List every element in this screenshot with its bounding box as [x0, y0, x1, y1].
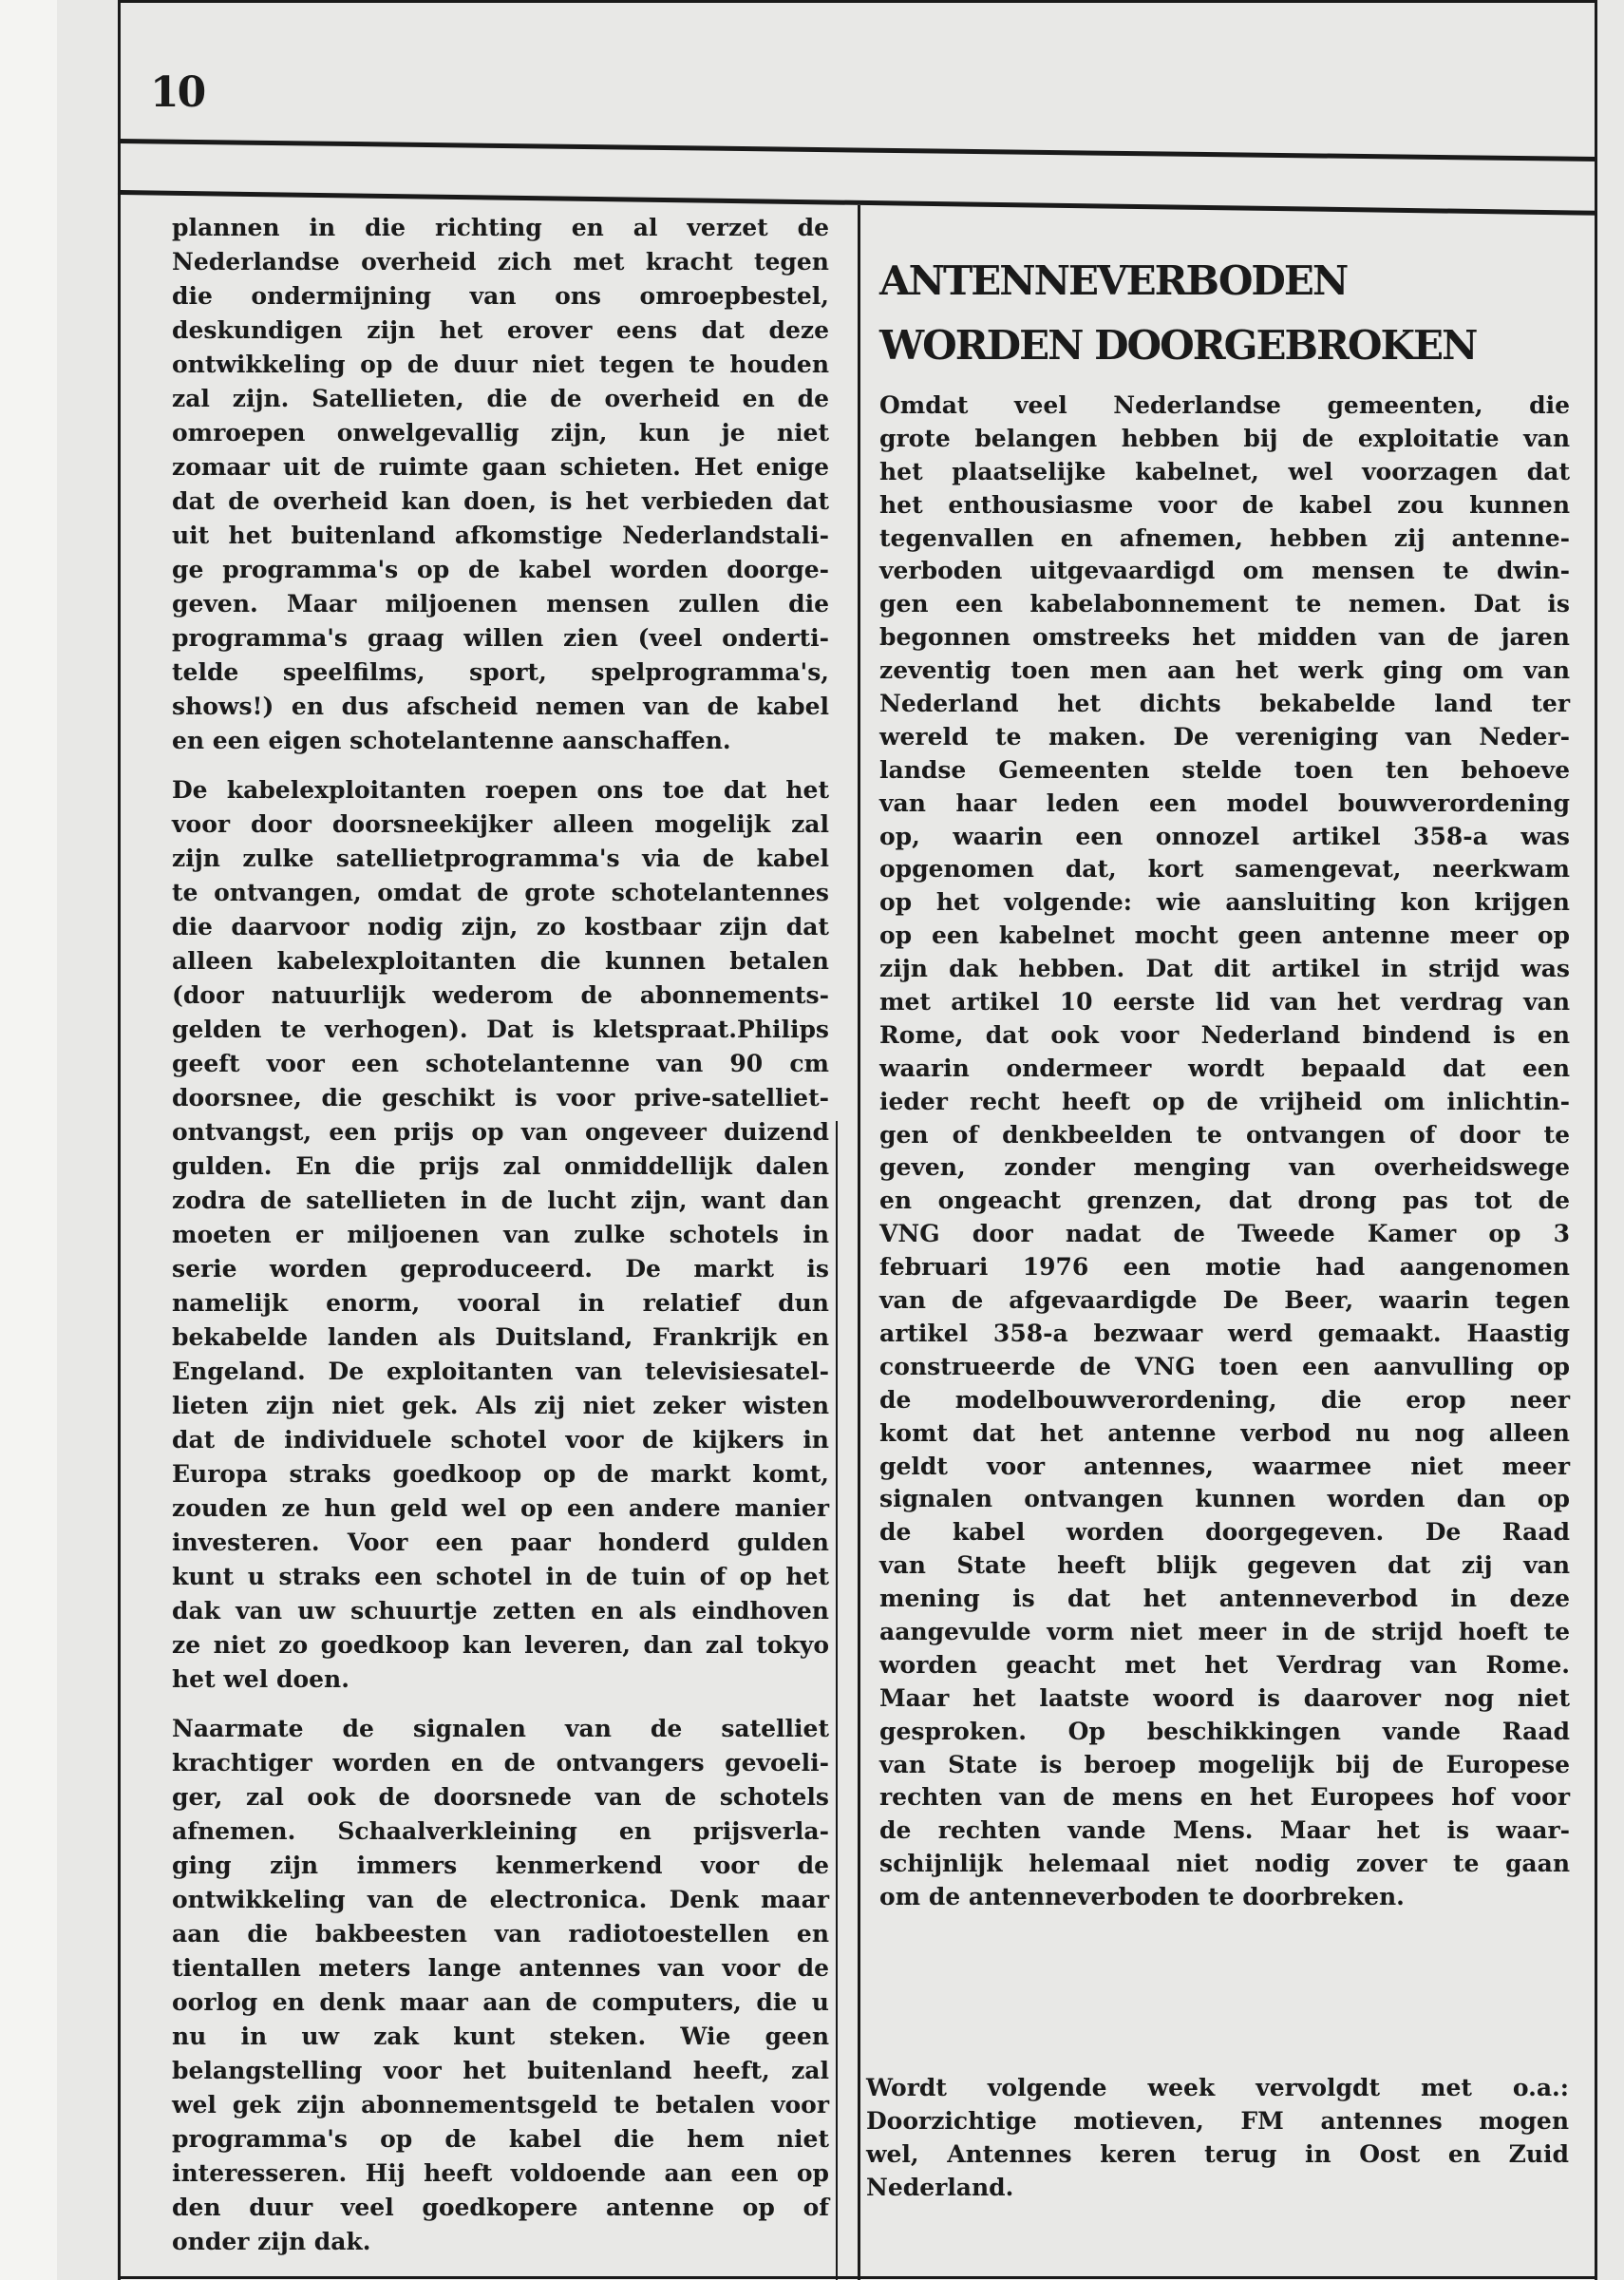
text-line: worden geacht met het Verdrag van Rome.: [879, 1650, 1570, 1679]
text-line: op het volgende: wie aansluiting kon krijgen: [879, 888, 1570, 917]
text-line: Rome, dat ook voor Nederland bindend is en: [879, 1020, 1570, 1049]
text-line: en ongeacht grenzen, dat drong pas tot de: [879, 1187, 1570, 1215]
text-line: gulden. En die prijs zal onmiddellijk dalen: [172, 1152, 829, 1180]
text-line: geldt voor antennes, waarmee niet meer: [879, 1452, 1570, 1480]
text-line: plannen in die richting en al verzet de: [172, 214, 829, 241]
text-line: februari 1976 een motie had aangenomen: [879, 1253, 1570, 1282]
text-line: artikel 358-a bezwaar werd gemaakt. Haastig: [879, 1319, 1570, 1347]
text-line: ge programma's op de kabel worden doorge-: [172, 556, 829, 583]
text-line: zijn dak hebben. Dat dit artikel in strijd was: [879, 955, 1570, 983]
text-line: Maar het laatste woord is daarover nog niet: [879, 1683, 1570, 1712]
text-line: het enthousiasme voor de kabel zou kunnen: [879, 490, 1570, 519]
text-line: landse Gemeenten stelde toen ten behoeve: [879, 755, 1570, 784]
paragraph: [172, 1712, 829, 2259]
text-line: signalen ontvangen kunnen worden dan op: [879, 1485, 1570, 1513]
text-line: die ondermijning van ons omroepbestel,: [172, 282, 829, 310]
text-line: zijn zulke satellietprogramma's via de kabel: [172, 845, 829, 872]
left-column: [172, 211, 829, 2274]
text-line: en een eigen schotelantenne aanschaffen.: [172, 727, 731, 754]
text-line: wel gek zijn abonnementsgeld te betalen voor: [172, 2091, 829, 2118]
text-line: verboden uitgevaardigd om mensen te dwin-: [879, 557, 1570, 585]
text-line: die daarvoor nodig zijn, zo kostbaar zijn dat: [172, 913, 829, 940]
text-line: Naarmate de signalen van de satelliet: [172, 1715, 829, 1742]
text-line: zodra de satellieten in de lucht zijn, want dan: [172, 1187, 829, 1214]
text-line: krachtiger worden en de ontvangers gevoeli-: [172, 1749, 829, 1776]
text-line: aan die bakbeesten van radiotoestellen en: [172, 1920, 829, 1948]
text-line: begonnen omstreeks het midden van de jaren: [879, 623, 1570, 652]
text-line: VNG door nadat de Tweede Kamer op 3: [879, 1220, 1570, 1248]
text-line: komt dat het antenne verbod nu nog alleen: [879, 1418, 1570, 1447]
text-line: te ontvangen, omdat de grote schotelantennes: [172, 879, 829, 906]
frame-left-border: [118, 0, 121, 2280]
text-line: met artikel 10 eerste lid van het verdrag van: [879, 988, 1570, 1016]
text-line: ging zijn immers kenmerkend voor de: [172, 1852, 829, 1879]
text-line: op, waarin een onnozel artikel 358-a was: [879, 822, 1570, 850]
paragraph: [879, 390, 1570, 1914]
text-line: de modelbouwverordening, die erop neer: [879, 1385, 1570, 1414]
text-line: zal zijn. Satellieten, die de overheid en de: [172, 385, 829, 412]
text-line: tegenvallen en afnemen, hebben zij antenne-: [879, 523, 1570, 552]
text-line: Engeland. De exploitanten van televisiesatel-: [172, 1358, 829, 1385]
text-line: alleen kabelexploitanten die kunnen betalen: [172, 947, 829, 975]
text-line: Nederlandse overheid zich met kracht tegen: [172, 248, 829, 276]
text-line: Europa straks goedkoop op de markt komt,: [172, 1460, 829, 1488]
text-line: de kabel worden doorgegeven. De Raad: [879, 1518, 1570, 1547]
text-line: Nederland.: [866, 2174, 1014, 2201]
continuation-note: [866, 2071, 1569, 2204]
text-line: het plaatselijke kabelnet, wel voorzagen dat: [879, 457, 1570, 485]
text-line: doorsnee, die geschikt is voor prive-satelliet-: [172, 1084, 829, 1112]
article-column: [879, 249, 1570, 1914]
text-line: (door natuurlijk wederom de abonnements-: [172, 981, 829, 1009]
text-line: Omdat veel Nederlandse gemeenten, die: [879, 391, 1570, 419]
text-line: construeerde de VNG toen een aanvulling op: [879, 1352, 1570, 1380]
text-line: telde speelfilms, sport, spelprogramma's,: [172, 658, 829, 686]
text-line: tientallen meters lange antennes van voor de: [172, 1954, 829, 1982]
text-line: van de afgevaardigde De Beer, waarin tegen: [879, 1286, 1570, 1315]
text-line: rechten van de mens en het Europees hof voor: [879, 1783, 1570, 1812]
text-line: zeventig toen men aan het werk ging om van: [879, 656, 1570, 685]
text-line: waarin ondermeer wordt bepaald dat een: [879, 1054, 1570, 1082]
text-line: kunt u straks een schotel in de tuin of op het: [172, 1563, 829, 1590]
text-line: nu in uw zak kunt steken. Wie geen: [172, 2023, 829, 2050]
text-line: onder zijn dak.: [172, 2228, 371, 2255]
text-line: ontwikkeling op de duur niet tegen te houden: [172, 351, 829, 378]
text-line: gesproken. Op beschikkingen vande Raad: [879, 1717, 1570, 1745]
text-line: De kabelexploitanten roepen ons toe dat het: [172, 776, 829, 804]
text-line: van State heeft blijk gegeven dat zij van: [879, 1551, 1570, 1580]
column-divider-inner: [836, 1121, 838, 2280]
text-line: ontvangst, een prijs op van ongeveer duizend: [172, 1118, 829, 1146]
scan-margin: [0, 0, 57, 2280]
text-line: Nederland het dichts bekabelde land ter: [879, 690, 1570, 718]
text-line: lieten zijn niet gek. Als zij niet zeker wisten: [172, 1392, 829, 1419]
text-line: gelden te verhogen). Dat is kletspraat.Philips: [172, 1016, 829, 1043]
text-line: mening is dat het antenneverbod in deze: [879, 1585, 1570, 1613]
text-line: wel, Antennes keren terug in Oost en Zuid: [866, 2140, 1569, 2168]
text-line: schijnlijk helemaal niet nodig zover te gaan: [879, 1850, 1570, 1878]
article-title: [879, 249, 1570, 378]
text-line: gen een kabelabonnement te nemen. Dat is: [879, 590, 1570, 618]
text-line: shows!) en dus afscheid nemen van de kabel: [172, 693, 829, 720]
column-divider: [858, 205, 860, 2280]
frame-right-border: [1595, 0, 1597, 2280]
text-line: wereld te maken. De vereniging van Neder-: [879, 722, 1570, 750]
text-line: programma's op de kabel die hem niet: [172, 2125, 829, 2153]
text-line: ger, zal ook de doorsnede van de schotels: [172, 1783, 829, 1811]
text-line: deskundigen zijn het erover eens dat deze: [172, 316, 829, 344]
text-line: omroepen onwelgevallig zijn, kun je niet: [172, 419, 829, 446]
text-line: gen of denkbeelden te ontvangen of door te: [879, 1120, 1570, 1149]
text-line: geven, zonder menging van overheidswege: [879, 1153, 1570, 1182]
paragraph: [172, 773, 829, 1697]
text-line: den duur veel goedkopere antenne op of: [172, 2194, 829, 2221]
text-line: investeren. Voor een paar honderd gulden: [172, 1529, 829, 1556]
text-line: namelijk enorm, vooral in relatief dun: [172, 1289, 829, 1317]
article-title-line: ANTENNEVERBODEN: [879, 257, 1348, 304]
text-line: om de antenneverboden te doorbreken.: [879, 1883, 1405, 1911]
text-line: van haar leden een model bouwverordening: [879, 788, 1570, 817]
frame-bottom-border: [118, 2276, 1597, 2279]
text-line: Doorzichtige motieven, FM antennes mogen: [866, 2107, 1569, 2135]
article-body: [879, 390, 1570, 1914]
text-line: programma's graag willen zien (veel onderti-: [172, 624, 829, 652]
text-line: afnemen. Schaalverkleining en prijsverla-: [172, 1817, 829, 1845]
text-line: interesseren. Hij heeft voldoende aan een op: [172, 2159, 829, 2187]
text-line: dak van uw schuurtje zetten en als eindhoven: [172, 1597, 829, 1624]
header-rule-top: [118, 139, 1597, 162]
text-line: op een kabelnet mocht geen antenne meer op: [879, 922, 1570, 950]
text-line: moeten er miljoenen van zulke schotels in: [172, 1221, 829, 1248]
text-line: van State is beroep mogelijk bij de Europese: [879, 1750, 1570, 1778]
text-line: geven. Maar miljoenen mensen zullen die: [172, 590, 829, 618]
text-line: dat de overheid kan doen, is het verbieden dat: [172, 487, 829, 515]
paragraph: [866, 2071, 1569, 2204]
text-line: opgenomen dat, kort samengevat, neerkwam: [879, 855, 1570, 884]
text-line: ze niet zo goedkoop kan leveren, dan zal tokyo: [172, 1631, 829, 1659]
article-title-line: WORDEN DOORGEBROKEN: [879, 322, 1477, 369]
text-line: de rechten vande Mens. Maar het is waar-: [879, 1816, 1570, 1845]
frame-top-border: [118, 0, 1597, 3]
text-line: ontwikkeling van de electronica. Denk maar: [172, 1886, 829, 1913]
text-line: voor door doorsneekijker alleen mogelijk zal: [172, 810, 829, 838]
text-line: geeft voor een schotelantenne van 90 cm: [172, 1050, 829, 1077]
page-number: 10: [150, 68, 205, 117]
text-line: zomaar uit de ruimte gaan schieten. Het enige: [172, 453, 829, 481]
text-line: serie worden geproduceerd. De markt is: [172, 1255, 829, 1282]
text-line: het wel doen.: [172, 1665, 349, 1693]
paragraph: [172, 211, 829, 758]
text-line: dat de individuele schotel voor de kijkers in: [172, 1426, 829, 1454]
text-line: bekabelde landen als Duitsland, Frankrijk en: [172, 1323, 829, 1351]
text-line: belangstelling voor het buitenland heeft, zal: [172, 2057, 829, 2084]
text-line: grote belangen hebben bij de exploitatie van: [879, 424, 1570, 452]
text-line: Wordt volgende week vervolgdt met o.a.:: [866, 2074, 1569, 2101]
text-line: aangevulde vorm niet meer in de strijd hoeft te: [879, 1617, 1570, 1645]
text-line: zouden ze hun geld wel op een andere manier: [172, 1494, 829, 1522]
text-line: oorlog en denk maar aan de computers, die u: [172, 1988, 829, 2016]
text-line: ieder recht heeft op de vrijheid om inlichtin-: [879, 1087, 1570, 1115]
text-line: uit het buitenland afkomstige Nederlandstali-: [172, 522, 829, 549]
